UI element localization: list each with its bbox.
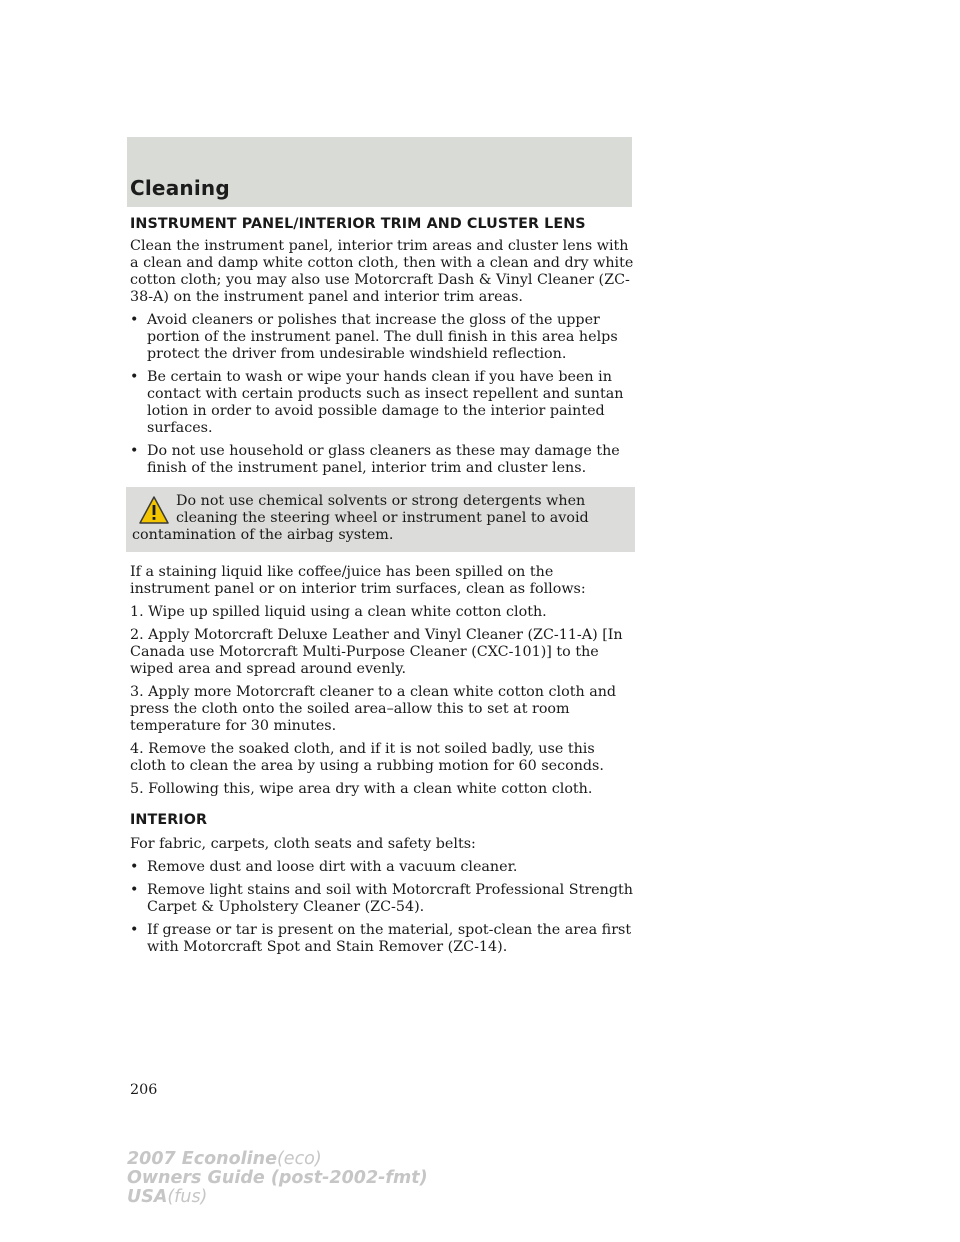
bullet-marker: • xyxy=(130,882,139,898)
page-content xyxy=(130,216,635,962)
warning-text: Do not use chemical solvents or strong detergents when cleaning the steering wheel or instrument panel to avoid contamination of the airbag system. xyxy=(132,493,589,543)
footer-market: USA xyxy=(127,1187,168,1207)
list-item xyxy=(130,369,635,437)
section-title: Cleaning xyxy=(130,176,230,200)
list-item xyxy=(130,882,635,916)
footer-model: 2007 Econoline xyxy=(127,1149,277,1169)
list-item-text: Remove dust and loose dirt with a vacuum cleaner. xyxy=(147,859,518,875)
footer-line-3 xyxy=(127,1188,428,1207)
footer-model-code: (eco) xyxy=(276,1149,322,1169)
list-item-text: Be certain to wash or wipe your hands clean if you have been in contact with certain products such as insect repellent and suntan lotion in order to avoid possible damage to the interior painted surfaces. xyxy=(147,369,624,436)
bullet-marker: • xyxy=(130,443,139,459)
list-item-text: If grease or tar is present on the material, spot-clean the area first with Motorcraft Spot and Stain Remover (ZC-14). xyxy=(147,922,632,955)
step-3: 3. Apply more Motorcraft cleaner to a clean white cotton cloth and press the cloth onto the soiled area–allow this to set at room temperature for 30 minutes. xyxy=(130,684,617,734)
list-item-text: Do not use household or glass cleaners as these may damage the finish of the instrument panel, interior trim and cluster lens. xyxy=(147,443,620,476)
step-4: 4. Remove the soaked cloth, and if it is not soiled badly, use this cloth to clean the area by using a rubbing motion for 60 seconds. xyxy=(130,741,604,774)
bullet-marker: • xyxy=(130,859,139,875)
paragraph-interior-intro: For fabric, carpets, cloth seats and safety belts: xyxy=(130,836,476,852)
document-footer xyxy=(127,1150,428,1207)
section-header-band xyxy=(127,137,632,207)
heading-instrument-panel: INSTRUMENT PANEL/INTERIOR TRIM AND CLUSTER LENS xyxy=(130,216,586,232)
paragraph-spill-intro: If a staining liquid like coffee/juice has been spilled on the instrument panel or on interior trim surfaces, clean as follows: xyxy=(130,564,586,597)
footer-line-1 xyxy=(127,1150,428,1169)
heading-interior: INTERIOR xyxy=(130,812,208,828)
list-item xyxy=(130,859,635,876)
paragraph-intro: Clean the instrument panel, interior trim areas and cluster lens with a clean and damp white cotton cloth, then with a clean and dry white cotton cloth; you may also use Motorcraft Dash & Vinyl Cleaner (ZC-38-A) on the instrument panel and interior trim areas. xyxy=(130,238,634,305)
step-2: 2. Apply Motorcraft Deluxe Leather and Vinyl Cleaner (ZC-11-A) [In Canada use Motorcraft Multi-Purpose Cleaner (CXC-101)] to the wiped area and spread around evenly. xyxy=(130,627,623,677)
step-5: 5. Following this, wipe area dry with a clean white cotton cloth. xyxy=(130,781,593,797)
bullet-marker: • xyxy=(130,922,139,938)
list-item-text: Avoid cleaners or polishes that increase the gloss of the upper portion of the instrument panel. The dull finish in this area helps protect the driver from undesirable windshield reflection. xyxy=(147,312,618,362)
warning-box xyxy=(126,487,635,552)
list-item xyxy=(130,312,635,363)
bullet-marker: • xyxy=(130,312,139,328)
footer-line-2 xyxy=(127,1169,428,1188)
page-number: 206 xyxy=(130,1082,158,1098)
list-item-text: Remove light stains and soil with Motorcraft Professional Strength Carpet & Upholstery Cleaner (ZC-54). xyxy=(147,882,633,915)
footer-market-code: (fus) xyxy=(167,1187,208,1207)
footer-guide: Owners Guide (post-2002-fmt) xyxy=(127,1168,428,1188)
list-item xyxy=(130,443,635,477)
warning-triangle-icon xyxy=(138,495,170,525)
list-item xyxy=(130,922,635,956)
bullet-marker: • xyxy=(130,369,139,385)
step-1: 1. Wipe up spilled liquid using a clean white cotton cloth. xyxy=(130,604,547,620)
